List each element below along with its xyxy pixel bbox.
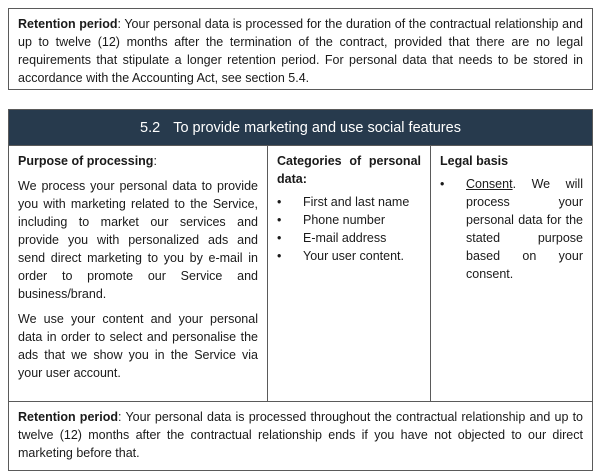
legal-basis-heading: Legal basis (440, 154, 509, 168)
purpose-paragraph-1: We process your personal data to provide you with marketing related to the Service, including to market our services and provide you with personalized ads and send direct marketing to you by e-mail in order to promote our Service and business/brand. (18, 179, 258, 301)
bottom-retention-label: Retention period (18, 410, 119, 424)
list-item: • First and last name (277, 195, 410, 209)
bottom-retention-box (9, 402, 592, 468)
list-item: • Consent. We will process your personal data for the stated purpose based on your consent. (440, 177, 583, 281)
categories-list (277, 193, 421, 265)
top-retention-text: : Your personal data is processed for the duration of the contractual relationship and up to twelve (12) months after the termination of the contract, provided that there are no legal requirements that stipulate a longer retention period. For personal data that needs to be stored in accordance with the Accounting Act, see section 5.4. (18, 17, 583, 85)
categories-heading: Categories of personal data: (277, 154, 421, 186)
section-header (9, 110, 592, 146)
legal-basis-list (440, 175, 583, 283)
purpose-paragraph-2: We use your content and your personal data in order to select and personalise the ads that we show you in the Service via your user account. (18, 312, 258, 380)
list-item: • Phone number (277, 213, 386, 227)
categories-column (268, 146, 431, 401)
list-item: • E-mail address (277, 231, 387, 245)
purpose-column (9, 146, 268, 401)
bottom-retention-text: : Your personal data is processed throughout the contractual relationship and up to twelve (12) months after the contractual relationship ends if you have not objected to our direct marketing before that. (18, 410, 583, 460)
consent-link[interactable]: Consent (466, 177, 513, 191)
list-item: • Your user content. (277, 249, 404, 263)
section-number: 5.2 (140, 119, 161, 136)
processing-table (8, 109, 593, 471)
purpose-heading: Purpose of processing: (18, 154, 157, 168)
table-columns (9, 146, 592, 402)
top-retention-box (8, 8, 593, 90)
top-retention-label: Retention period (18, 17, 118, 31)
legal-basis-column (431, 146, 592, 401)
section-title: To provide marketing and use social features (173, 119, 461, 136)
